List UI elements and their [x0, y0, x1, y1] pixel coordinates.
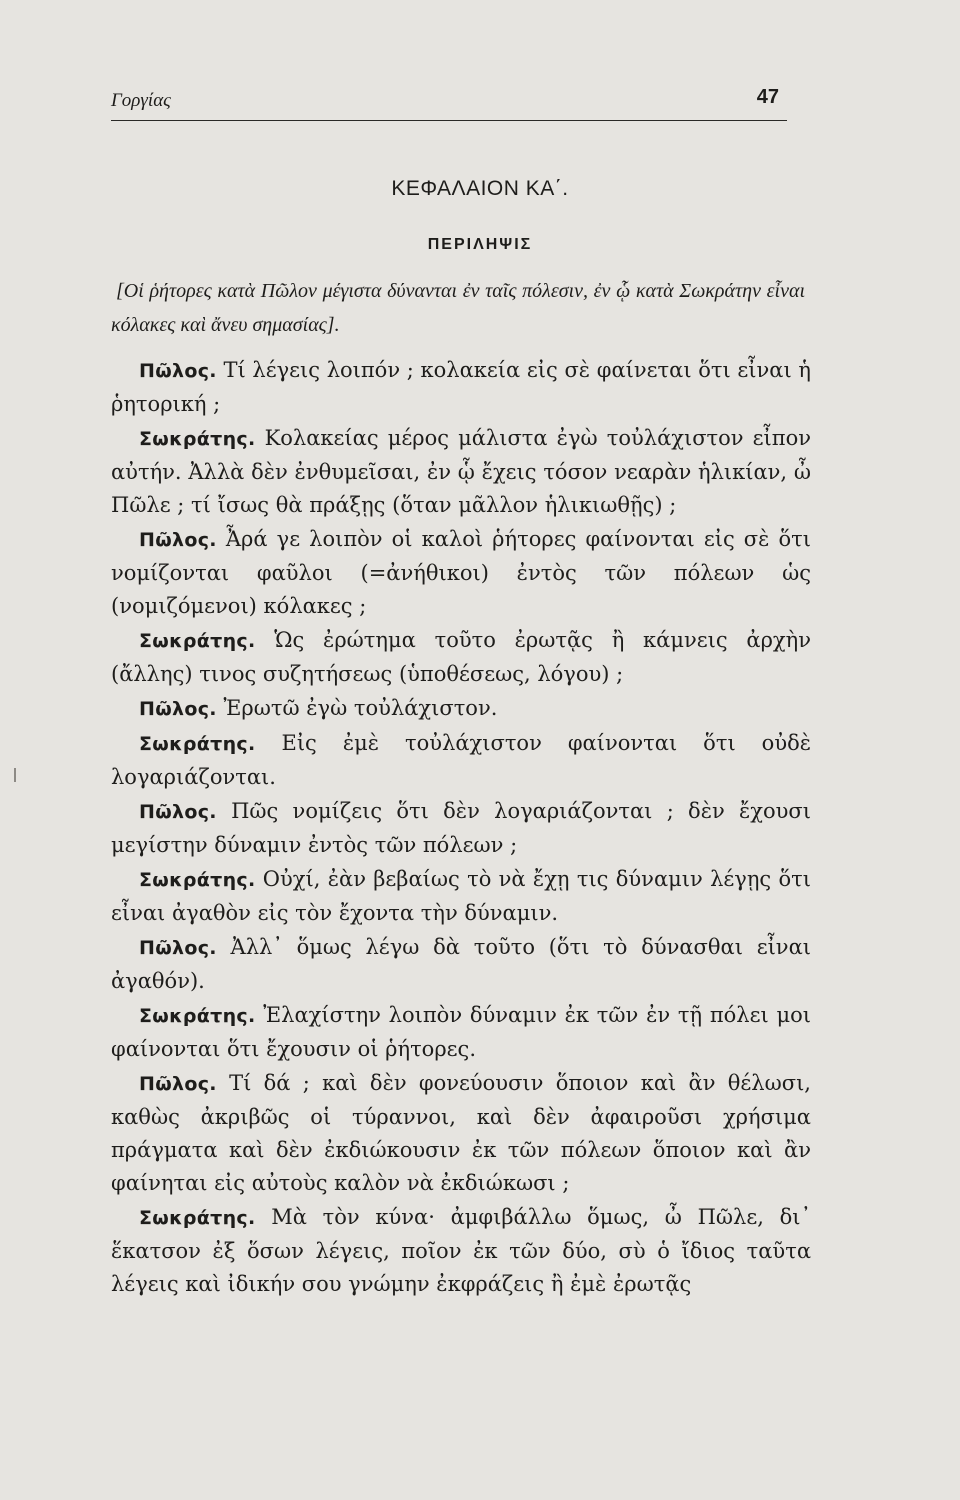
- speech-paragraph: [111, 1067, 811, 1200]
- speech-paragraph: [111, 422, 811, 522]
- speaker-name: Σωκράτης.: [139, 1207, 256, 1229]
- speech-text: Κολακείας μέρος μάλιστα ἐγὼ τοὐλάχιστον εἶπον αὐτήν. Ἀλλὰ δὲν ἐνθυμεῖσαι, ἐν ᾧ ἔχεις τόσον νεαρὰν ἡλικίαν, ὦ Πῶλε ; τί ἴσως θὰ πράξῃς (ὅταν μᾶλλον ἡλικιωθῇς) ;: [111, 426, 811, 517]
- speech-paragraph: [111, 863, 811, 930]
- speaker-name: Σωκράτης.: [139, 733, 256, 755]
- speaker-name: Πῶλος.: [139, 529, 217, 551]
- dialogue-body: [111, 354, 811, 1302]
- speech-paragraph: [111, 692, 811, 726]
- speech-text: Εἰς ἐμὲ τοὐλάχιστον φαίνονται ὅτι οὐδὲ λογαριάζονται.: [111, 731, 811, 789]
- speaker-name: Σωκράτης.: [139, 630, 256, 652]
- speech-text: Ἐρωτῶ ἐγὼ τοὐλάχιστον.: [216, 696, 498, 720]
- speech-paragraph: [111, 795, 811, 862]
- speaker-name: Πῶλος.: [139, 1073, 217, 1095]
- speaker-name: Σωκράτης.: [139, 1005, 256, 1027]
- speech-paragraph: [111, 523, 811, 623]
- margin-mark: [14, 768, 16, 782]
- speech-text: Τί δά ; καὶ δὲν φονεύουσιν ὅποιον καὶ ἂν θέλωσι, καθὼς ἀκριβῶς οἱ τύραννοι, καὶ δὲν ἀφαιροῦσι χρήσιμα πράγματα καὶ δὲν ἐκδιώκουσιν ἐκ τῶν πόλεων ὅποιον καὶ ἂν φαίνηται εἰς αὐτοὺς καλὸν νὰ ἐκδιώκωσι ;: [111, 1071, 811, 1195]
- speaker-name: Πῶλος.: [139, 698, 217, 720]
- speaker-name: Πῶλος.: [139, 360, 217, 382]
- speech-paragraph: [111, 1201, 811, 1301]
- speaker-name: Σωκράτης.: [139, 428, 256, 450]
- chapter-title: ΚΕΦΑΛΑΙΟΝ ΚΑ΄.: [391, 177, 569, 200]
- speech-paragraph: [111, 999, 811, 1066]
- speech-text: Ἀλλ᾽ ὅμως λέγω δὰ τοῦτο (ὅτι τὸ δύνασθαι εἶναι ἀγαθόν).: [111, 935, 811, 993]
- speech-paragraph: [111, 624, 811, 691]
- speech-paragraph: [111, 727, 811, 794]
- speaker-name: Πῶλος.: [139, 937, 217, 959]
- speech-text: Τί λέγεις λοιπόν ; κολακεία εἰς σὲ φαίνεται ὅτι εἶναι ἡ ῥητορική ;: [111, 358, 811, 416]
- page-number: 47: [756, 86, 779, 108]
- speaker-name: Πῶλος.: [139, 801, 217, 823]
- speech-paragraph: [111, 354, 811, 421]
- speech-text: Ὡς ἐρώτημα τοῦτο ἐρωτᾷς ἢ κάμνεις ἀρχὴν (ἄλλης) τινος συζητήσεως (ὑποθέσεως, λόγου) ;: [111, 628, 811, 686]
- speech-text: Πῶς νομίζεις ὅτι δὲν λογαριάζονται ; δὲν ἔχουσι μεγίστην δύναμιν ἐντὸς τῶν πόλεων ;: [111, 799, 811, 857]
- summary-heading: ΠΕΡΙΛΗΨΙΣ: [427, 236, 533, 253]
- speech-text: Ἐλαχίστην λοιπὸν δύναμιν ἐκ τῶν ἐν τῇ πόλει μοι φαίνονται ὅτι ἔχουσιν οἱ ῥήτορες.: [111, 1003, 811, 1061]
- speech-text: Ἆρά γε λοιπὸν οἱ καλοὶ ῥήτορες φαίνονται εἰς σὲ ὅτι νομίζονται φαῦλοι (=ἀνήθικοι) ἐντὸς τῶν πόλεων ὡς (νομιζόμενοι) κόλακες ;: [111, 527, 811, 618]
- running-title: Γοργίας: [111, 90, 171, 111]
- speaker-name: Σωκράτης.: [139, 869, 256, 891]
- running-header: [111, 86, 787, 121]
- summary-text: [Οἱ ῥήτορες κατὰ Πῶλον μέγιστα δύνανται ἐν ταῖς πόλεσιν, ἐν ᾧ κατὰ Σωκράτην εἶναι κόλακες καὶ ἄνευ σημασίας].: [111, 280, 805, 336]
- speech-paragraph: [111, 931, 811, 998]
- speech-text: Μὰ τὸν κύνα· ἀμφιβάλλω ὅμως, ὦ Πῶλε, δι᾽ ἕκατσον ἐξ ὅσων λέγεις, ποῖον ἐκ τῶν δύο, σὺ ὁ ἴδιος ταῦτα λέγεις καὶ ἰδικήν σου γνώμην ἐκφράζεις ἢ ἐμὲ ἐρωτᾷς: [111, 1205, 811, 1296]
- speech-text: Οὐχί, ἐὰν βεβαίως τὸ νὰ ἔχῃ τις δύναμιν λέγῃς ὅτι εἶναι ἀγαθὸν εἰς τὸν ἔχοντα τὴν δύναμιν.: [111, 867, 811, 925]
